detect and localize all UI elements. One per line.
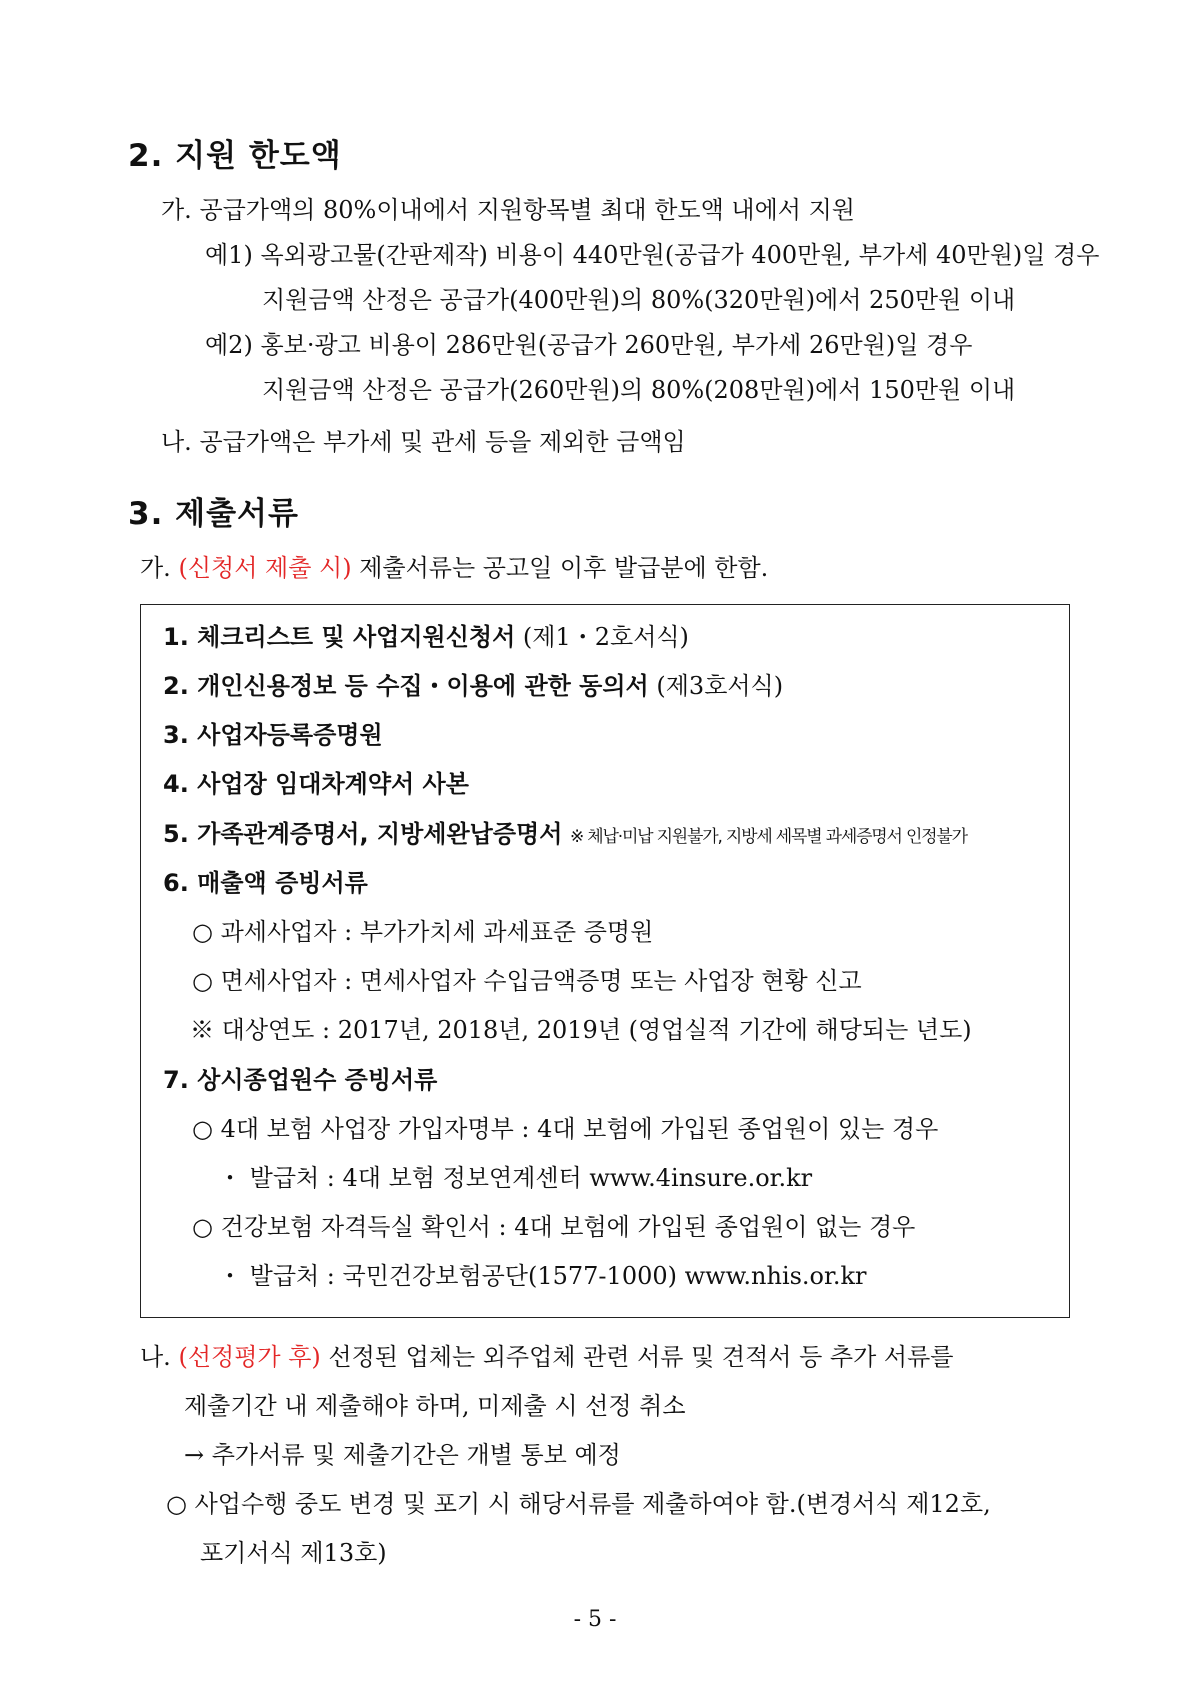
box-item-4: 4. 사업장 임대차계약서 사본 — [163, 770, 469, 798]
example-1-line-1: 예1) 옥외광고물(간판제작) 비용이 440만원(공급가 400만원, 부가세 40만원)일 경우 — [205, 241, 1100, 269]
section-2-heading: 2. 지원 한도액 — [128, 138, 342, 174]
box-item-6-sub-2: ○ 면세사업자 : 면세사업자 수입금액증명 또는 사업장 현황 신고 — [192, 967, 862, 995]
item-na-line-2: 제출기간 내 제출해야 하며, 미제출 시 선정 취소 — [184, 1392, 686, 1420]
box-item-6: 6. 매출액 증빙서류 — [163, 869, 368, 897]
section-3-item-ga — [140, 552, 768, 584]
box-item-1-note: (제1・2호서식) — [522, 623, 689, 651]
box-item-7-sub-1: ○ 4대 보험 사업장 가입자명부 : 4대 보험에 가입된 종업원이 있는 경우 — [192, 1115, 939, 1143]
box-item-7-sub-1-issuer: ・ 발급처 : 4대 보험 정보연계센터 www.4insure.or.kr — [218, 1164, 813, 1192]
box-item-6-note: ※ 대상연도 : 2017년, 2018년, 2019년 (영업실적 기간에 해당되는 년도) — [190, 1016, 972, 1044]
circle-item-line-2: 포기서식 제13호) — [200, 1539, 387, 1567]
page-number: - 5 - — [573, 1607, 617, 1632]
item-na-line-3: → 추가서류 및 제출기간은 개별 통보 예정 — [184, 1441, 621, 1469]
example-2-line-2: 지원금액 산정은 공급가(260만원)의 80%(208만원)에서 150만원 이내 — [262, 376, 1016, 404]
item-na-text: 선정된 업체는 외주업체 관련 서류 및 견적서 등 추가 서류를 — [328, 1343, 954, 1371]
box-item-5-title: 5. 가족관계증명서, 지방세완납증명서 — [163, 820, 563, 848]
box-item-1-title: 1. 체크리스트 및 사업지원신청서 — [163, 623, 516, 651]
example-2-line-1: 예2) 홍보·광고 비용이 286만원(공급가 260만원, 부가세 26만원)일 경우 — [205, 331, 973, 359]
section-2-item-na: 나. 공급가액은 부가세 및 관세 등을 제외한 금액임 — [161, 428, 686, 456]
box-item-7-sub-2-issuer: ・ 발급처 : 국민건강보험공단(1577-1000) www.nhis.or.kr — [218, 1262, 867, 1290]
box-item-5-note: ※ 체납·미납 지원불가, 지방세 세목별 과세증명서 인정불가 — [570, 827, 967, 847]
item-na-label: 나. — [140, 1343, 171, 1371]
box-item-1 — [163, 621, 689, 653]
box-item-2-title: 2. 개인신용정보 등 수집・이용에 관한 동의서 — [163, 672, 649, 700]
example-1-line-2: 지원금액 산정은 공급가(400만원)의 80%(320만원)에서 250만원 이내 — [262, 286, 1016, 314]
box-item-6-sub-1: ○ 과세사업자 : 부가가치세 과세표준 증명원 — [192, 918, 654, 946]
box-item-3: 3. 사업자등록증명원 — [163, 721, 383, 749]
item-na-highlight: (선정평가 후) — [178, 1343, 321, 1371]
item-ga-text: 제출서류는 공고일 이후 발급분에 한함. — [359, 554, 769, 582]
box-item-2 — [163, 670, 783, 702]
circle-item-line-1: ○ 사업수행 중도 변경 및 포기 시 해당서류를 제출하여야 함.(변경서식 제12호, — [166, 1490, 991, 1518]
box-item-2-note: (제3호서식) — [656, 672, 784, 700]
box-item-7-sub-2: ○ 건강보험 자격득실 확인서 : 4대 보험에 가입된 종업원이 없는 경우 — [192, 1213, 916, 1241]
section-2-item-ga: 가. 공급가액의 80%이내에서 지원항목별 최대 한도액 내에서 지원 — [161, 196, 855, 224]
item-ga-label: 가. — [140, 554, 171, 582]
section-3-item-na — [140, 1341, 953, 1373]
item-ga-highlight: (신청서 제출 시) — [178, 554, 352, 582]
section-3-heading: 3. 제출서류 — [128, 496, 299, 532]
box-item-7: 7. 상시종업원수 증빙서류 — [163, 1066, 438, 1094]
box-item-5 — [163, 818, 967, 853]
